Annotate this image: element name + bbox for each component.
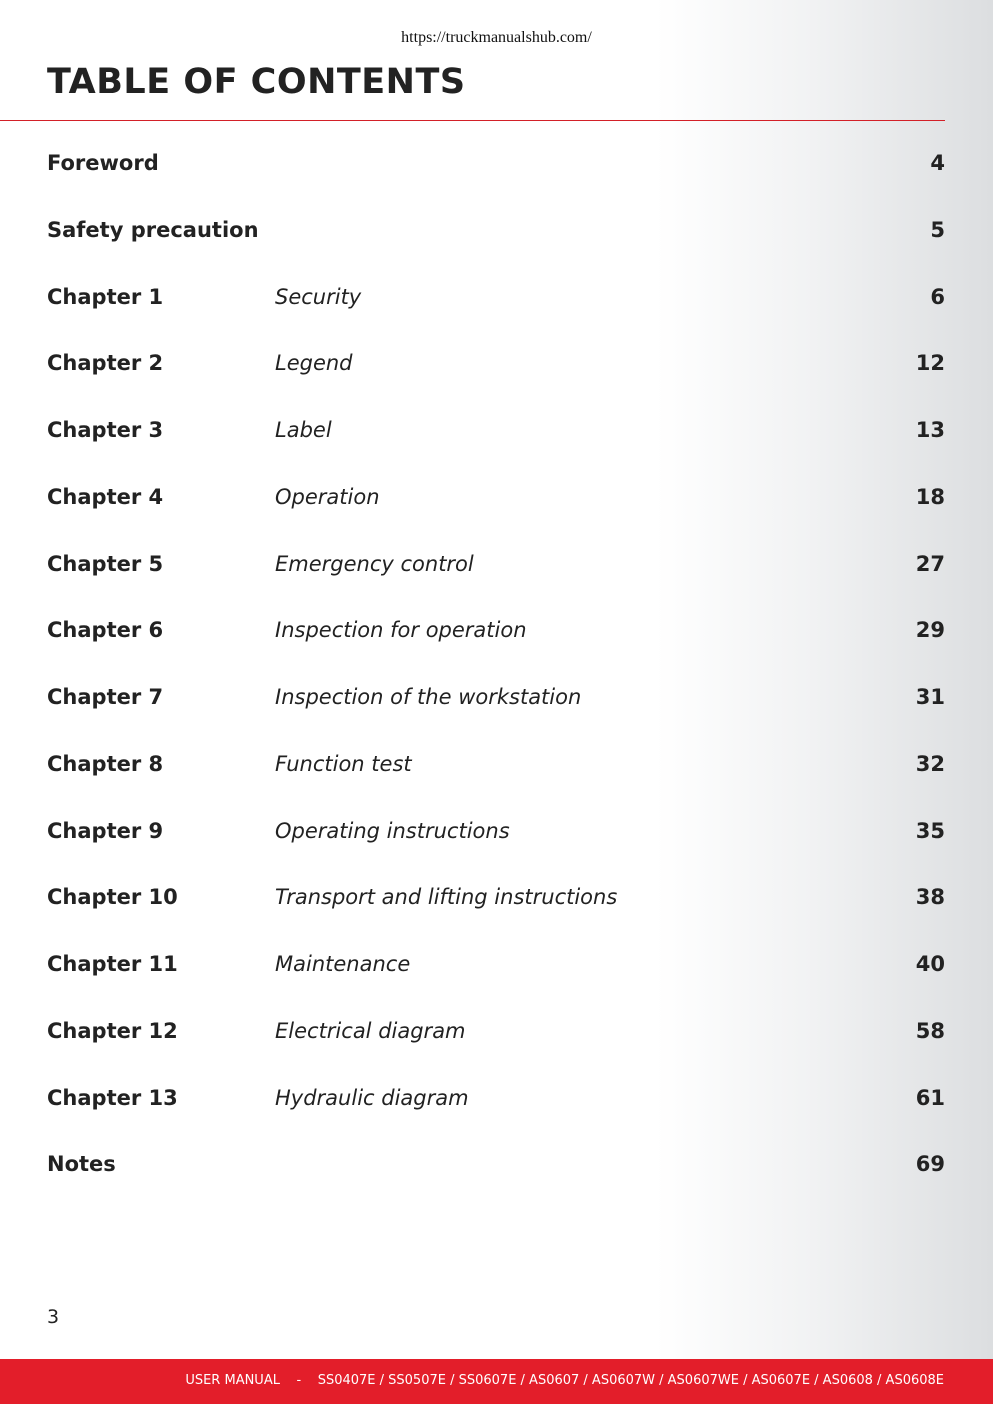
toc-entry-chapter-9[interactable] (47, 799, 945, 866)
toc-chapter-title: Hydraulic diagram (275, 1085, 469, 1110)
toc-page-number: 27 (915, 551, 945, 576)
toc-page-number: 5 (930, 217, 945, 242)
toc-entry-chapter-7[interactable] (47, 665, 945, 732)
toc-page-number: 12 (915, 351, 945, 376)
toc-chapter-title: Transport and lifting instructions (275, 885, 618, 910)
toc-chapter-label: Chapter 7 (47, 685, 164, 709)
footer-bar (0, 1359, 993, 1404)
toc-entry-chapter-13[interactable] (47, 1066, 945, 1133)
toc-entry-chapter-11[interactable] (47, 932, 945, 999)
toc-chapter-title: Security (275, 284, 362, 309)
toc-chapter-label: Chapter 10 (47, 885, 178, 910)
page-number: 3 (47, 1306, 60, 1328)
toc-chapter-label: Chapter 9 (47, 818, 164, 843)
source-url: https://truckmanualshub.com/ (401, 29, 592, 46)
toc-entry-chapter-4[interactable] (47, 465, 945, 532)
toc-page-number: 18 (915, 484, 945, 509)
toc-entry-chapter-3[interactable] (47, 398, 945, 465)
toc-entry-chapter-1[interactable] (47, 265, 945, 332)
footer-model-list: USER MANUAL - SS0407E / SS0507E / SS0607E / AS0607 / AS0607W / AS0607WE / AS0607E / AS0608 / AS0608E (185, 1373, 944, 1388)
toc-entry-chapter-10[interactable] (47, 865, 945, 932)
toc-chapter-label: Notes (47, 1152, 116, 1177)
toc-page-number: 13 (915, 418, 945, 442)
toc-chapter-label: Chapter 3 (47, 418, 164, 442)
toc-entry-chapter-5[interactable] (47, 532, 945, 599)
toc-chapter-label: Chapter 1 (47, 284, 164, 309)
toc-page-number: 31 (915, 685, 945, 709)
toc-page-number: 35 (915, 818, 945, 843)
toc-chapter-title: Label (275, 418, 332, 442)
toc-chapter-label: Safety precaution (47, 217, 259, 242)
toc-page-number: 38 (915, 885, 945, 910)
toc-page-number: 4 (930, 151, 945, 175)
toc-chapter-title: Operating instructions (275, 818, 510, 843)
toc-chapter-label: Chapter 6 (47, 618, 164, 643)
toc-chapter-label: Chapter 12 (47, 1018, 178, 1043)
toc-chapter-title: Electrical diagram (275, 1018, 466, 1043)
toc-chapter-label: Chapter 11 (47, 952, 178, 976)
toc-page-number: 58 (915, 1018, 945, 1043)
toc-chapter-title: Inspection of the workstation (275, 685, 582, 709)
toc-entry-chapter-8[interactable] (47, 732, 945, 799)
toc-chapter-title: Legend (275, 351, 353, 376)
toc-page-number: 69 (915, 1152, 945, 1177)
toc-chapter-title: Emergency control (275, 551, 474, 576)
toc-entry-safety-precaution[interactable] (47, 198, 945, 265)
toc-chapter-title: Maintenance (275, 952, 411, 976)
toc-chapter-title: Inspection for operation (275, 618, 527, 643)
toc-page-number: 6 (930, 284, 945, 309)
toc-page-number: 40 (915, 952, 945, 976)
toc-entry-chapter-12[interactable] (47, 999, 945, 1066)
toc-chapter-title: Function test (275, 751, 412, 776)
toc-entry-foreword[interactable] (47, 131, 945, 198)
toc-page-number: 32 (915, 751, 945, 776)
table-of-contents (47, 131, 945, 1199)
toc-chapter-label: Chapter 5 (47, 551, 164, 576)
toc-entry-chapter-6[interactable] (47, 598, 945, 665)
toc-chapter-title: Operation (275, 484, 380, 509)
toc-entry-notes[interactable] (47, 1132, 945, 1199)
toc-entry-chapter-2[interactable] (47, 331, 945, 398)
toc-page-number: 61 (915, 1085, 945, 1110)
toc-chapter-label: Chapter 13 (47, 1085, 178, 1110)
title-divider (0, 120, 945, 121)
toc-chapter-label: Foreword (47, 151, 159, 175)
toc-chapter-label: Chapter 4 (47, 484, 164, 509)
toc-chapter-label: Chapter 8 (47, 751, 164, 776)
toc-page-number: 29 (915, 618, 945, 643)
page-title: TABLE OF CONTENTS (47, 62, 466, 102)
toc-chapter-label: Chapter 2 (47, 351, 164, 376)
